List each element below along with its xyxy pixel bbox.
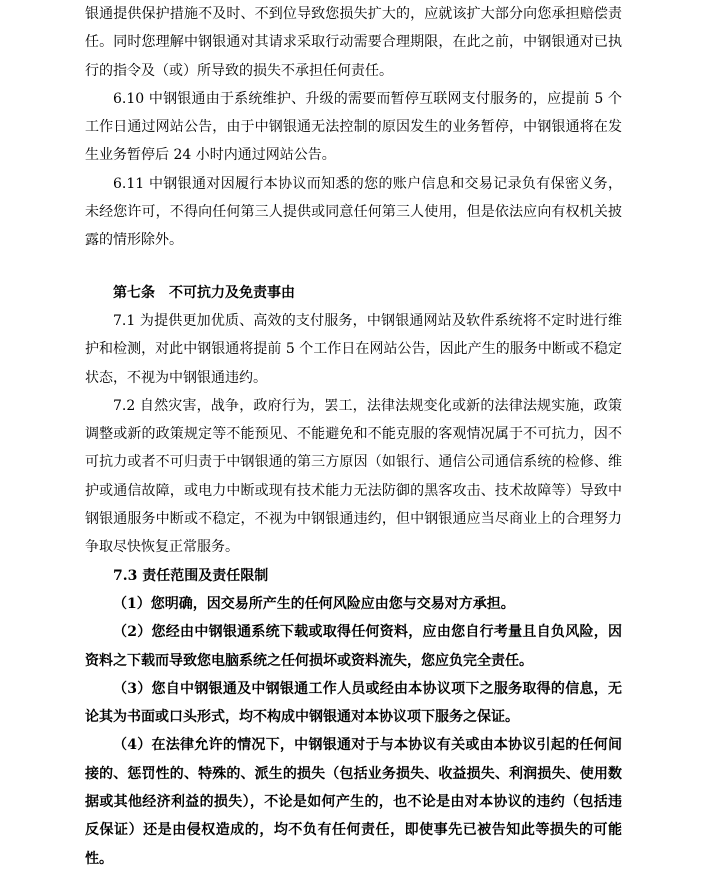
paragraph-continuation: 银通提供保护措施不及时、不到位导致您损失扩大的，应就该扩大部分向您承担赔偿责任。同时您理解中钢银通对其请求采取行动需要合理期限，在此之前，中钢银通对已执行的指令及（或）所导致的损失不承担任何责任。	[85, 6, 622, 79]
section-7-heading: 第七条 不可抗力及免责事由	[113, 284, 295, 301]
paragraph-clause-7-1: 7.1 为提供更加优质、高效的支付服务，中钢银通网站及软件系统将不定时进行维护和检测，对此中钢银通将提前 5 个工作日在网站公告，因此产生的服务中断或不稳定状态，不视为中钢银通违约。	[85, 312, 622, 386]
paragraph-liability-item-3: （3）您自中钢银通及中钢银通工作人员或经由本协议项下之服务取得的信息，无论其为书面或口头形式，均不构成中钢银通对本协议项下服务之保证。	[85, 680, 622, 726]
paragraph-clause-7-3-heading: 7.3 责任范围及责任限制	[113, 567, 269, 584]
paragraph-clause-7-2: 7.2 自然灾害，战争，政府行为，罢工，法律法规变化或新的法律法规实施，政策调整或新的政策规定等不能预见、不能避免和不能克服的客观情况属于不可抗力，因不可抗力或者不可归责于中钢银通的第三方原因（如银行、通信公司通信系统的检修、维护或通信故障，或电力中断或现有技术能力无法防御的黑客攻击、技术故障等）导致中钢银通服务中断或不稳定，不视为中钢银通违约，但中钢银通应当尽商业上的合理努力争取尽快恢复正常服务。	[85, 397, 622, 556]
paragraph-liability-item-4: （4）在法律允许的情况下，中钢银通对于与本协议有关或由本协议引起的任何间接的、惩罚性的、特殊的、派生的损失（包括业务损失、收益损失、利润损失、使用数据或其他经济利益的损失），不论是如何产生的，也不论是由对本协议的违约（包括违反保证）还是由侵权造成的，均不负有任何责任，即使事先已被告知此等损失的可能性。	[85, 737, 622, 867]
paragraph-clause-6-10: 6.10 中钢银通由于系统维护、升级的需要而暂停互联网支付服务的，应提前 5 个工作日通过网站公告，由于中钢银通无法控制的原因发生的业务暂停，中钢银通将在发生业务暂停后 24 小时内通过网站公告。	[85, 90, 622, 164]
paragraph-clause-6-11: 6.11 中钢银通对因履行本协议而知悉的您的账户信息和交易记录负有保密义务，未经您许可，不得向任何第三人提供或同意任何第三人使用，但是依法应向有权机关披露的情形除外。	[85, 175, 622, 249]
paragraph-liability-item-1: （1）您明确，因交易所产生的任何风险应由您与交易对方承担。	[113, 595, 515, 612]
paragraph-liability-item-2: （2）您经由中钢银通系统下载或取得任何资料，应由您自行考量且自负风险，因资料之下载而导致您电脑系统之任何损坏或资料流失，您应负完全责任。	[85, 624, 622, 669]
